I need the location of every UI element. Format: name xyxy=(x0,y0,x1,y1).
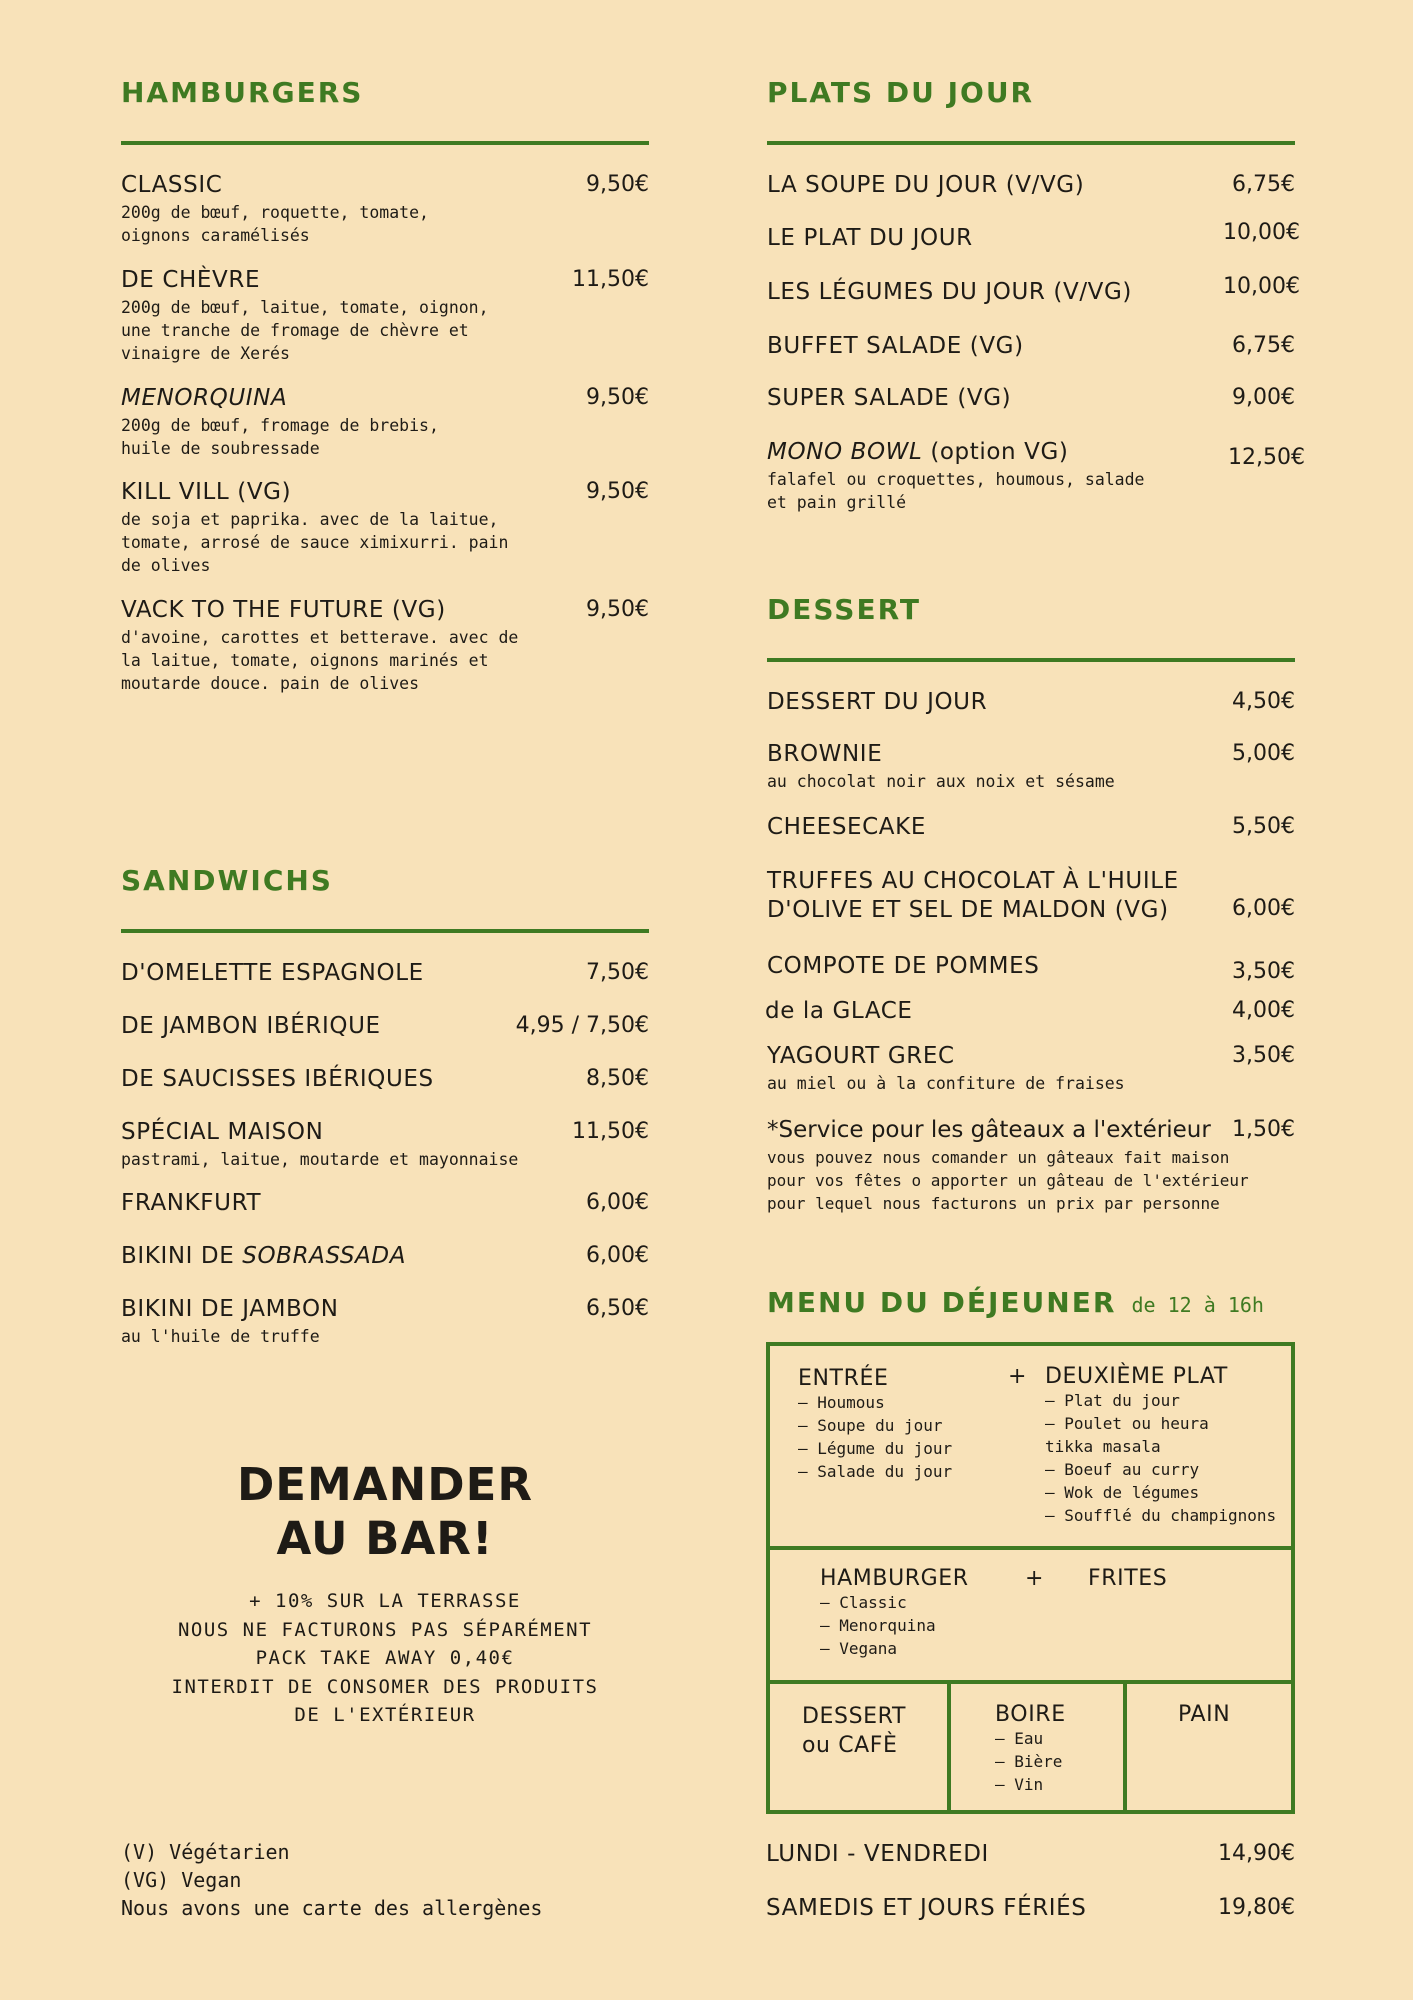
lunch-option: – Eau xyxy=(995,1729,1044,1748)
item-name: SPÉCIAL MAISON xyxy=(121,1119,324,1145)
item-price: 11,50€ xyxy=(572,267,649,292)
lunch-option: – Menorquina xyxy=(820,1616,936,1635)
item-price: 4,50€ xyxy=(1232,689,1295,714)
plats-heading: PLATS DU JOUR xyxy=(767,76,1035,109)
menu-item-brownie xyxy=(767,741,1295,793)
item-price: 12,50€ xyxy=(1228,445,1305,470)
lunch-option: tikka masala xyxy=(1045,1437,1161,1456)
item-price: 6,00€ xyxy=(1232,896,1295,921)
ask-at-bar-line1: DEMANDER xyxy=(236,1458,534,1511)
item-description: 200g de bœuf, fromage de brebis, huile de soubressade xyxy=(121,416,439,458)
lunch-option: – Soupe du jour xyxy=(798,1416,943,1435)
item-price: 1,50€ xyxy=(1232,1117,1295,1142)
lunch-entree-title: ENTRÉE xyxy=(798,1366,889,1391)
menu-item-vack-to-the-future xyxy=(121,597,649,695)
item-name: YAGOURT GREC xyxy=(767,1043,955,1069)
lunch-hamburger xyxy=(820,1566,969,1660)
lunch-menu-hours: de 12 à 16h xyxy=(1131,1293,1264,1317)
lunch-frites: FRITES xyxy=(1088,1566,1168,1591)
allergen-note: Nous avons une carte des allergènes xyxy=(121,1896,543,1920)
plus-sign: + xyxy=(1008,1364,1028,1389)
item-description: pastrami, laitue, moutarde et mayonnaise xyxy=(121,1150,519,1169)
menu-item-glace xyxy=(765,998,1295,1024)
item-description: vous pouvez nous comander un gâteaux fait maison pour vos fêtes o apporter un gâteau de l'extérieur pour lequel nous facturons un prix par personne xyxy=(767,1148,1249,1213)
hamburgers-heading: HAMBURGERS xyxy=(121,76,364,109)
item-price: 6,50€ xyxy=(586,1296,649,1321)
legend-vegan: (VG) Vegan xyxy=(121,1868,242,1892)
item-price: 6,00€ xyxy=(586,1243,649,1268)
item-name: DE CHÈVRE xyxy=(121,267,261,293)
item-price: 3,50€ xyxy=(1232,959,1295,984)
hamburgers-divider xyxy=(121,141,649,145)
menu-item-super-salade xyxy=(767,385,1295,411)
menu-item-truffes xyxy=(767,867,1295,925)
lunch-option: – Vin xyxy=(995,1775,1044,1794)
item-name xyxy=(121,1243,649,1269)
item-name: DESSERT DU JOUR xyxy=(767,689,988,715)
lunch-pain: PAIN xyxy=(1178,1702,1231,1727)
lunch-hamburger-title: HAMBURGER xyxy=(820,1566,969,1591)
item-name: DE JAMBON IBÉRIQUE xyxy=(121,1013,381,1039)
item-price: 4,00€ xyxy=(1232,998,1295,1023)
bar-note: INTERDIT DE CONSOMER DES PRODUITS xyxy=(171,1675,599,1698)
lunch-option: – Classic xyxy=(820,1593,907,1612)
ask-at-bar-line2: AU BAR! xyxy=(276,1512,494,1565)
item-name: FRANKFURT xyxy=(121,1190,262,1216)
item-name: VACK TO THE FUTURE (VG) xyxy=(121,597,446,623)
plats-divider xyxy=(767,141,1295,145)
lunch-deuxieme-title: DEUXIÈME PLAT xyxy=(1045,1364,1228,1389)
item-price: 6,00€ xyxy=(586,1190,649,1215)
item-name: CLASSIC xyxy=(121,172,223,198)
lunch-price-value: 14,90€ xyxy=(1218,1841,1295,1866)
item-description: au miel ou à la confiture de fraises xyxy=(767,1074,1125,1093)
item-price: 9,50€ xyxy=(586,597,649,622)
menu-item-plat-du-jour xyxy=(767,220,1300,251)
lunch-price-label: SAMEDIS ET JOURS FÉRIÉS xyxy=(766,1895,1087,1921)
lunch-row-divider xyxy=(770,1680,1291,1684)
item-price: 11,50€ xyxy=(572,1119,649,1144)
menu-item-jambon-iberique xyxy=(121,1013,649,1039)
item-name-italic: MONO BOWL xyxy=(767,439,923,465)
lunch-option: – Vegana xyxy=(820,1639,898,1658)
item-name: DE SAUCISSES IBÉRIQUES xyxy=(121,1066,434,1092)
menu-item-special-maison xyxy=(121,1119,649,1171)
menu-item-de-chevre xyxy=(121,267,649,365)
item-price: 8,50€ xyxy=(586,1066,649,1091)
dessert-divider xyxy=(767,658,1295,662)
item-description: 200g de bœuf, laitue, tomate, oignon, une tranche de fromage de chèvre et vinaigre de Xerés xyxy=(121,298,489,363)
item-name xyxy=(767,439,1305,465)
item-name: TRUFFES AU CHOCOLAT À L'HUILE D'OLIVE ET SEL DE MALDON (VG) xyxy=(767,868,1179,923)
item-description: au chocolat noir aux noix et sésame xyxy=(767,772,1115,791)
menu-item-menorquina xyxy=(121,385,649,460)
item-name: COMPOTE DE POMMES xyxy=(767,953,1040,979)
item-description: au l'huile de truffe xyxy=(121,1327,320,1346)
lunch-option: – Poulet ou heura xyxy=(1045,1414,1209,1433)
item-price: 9,50€ xyxy=(586,385,649,410)
bar-notes xyxy=(121,1587,649,1730)
menu-item-yagourt xyxy=(767,1043,1295,1095)
item-price: 4,95 / 7,50€ xyxy=(515,1013,649,1038)
lunch-option: – Plat du jour xyxy=(1045,1391,1180,1410)
lunch-entree xyxy=(798,1366,952,1483)
item-price: 10,00€ xyxy=(1223,274,1300,299)
item-description: d'avoine, carottes et betterave. avec de la laitue, tomate, oignons marinés et moutarde douce. pain de olives xyxy=(121,628,519,693)
sandwichs-heading: SANDWICHS xyxy=(121,864,333,897)
menu-item-service-gateaux xyxy=(767,1117,1295,1215)
item-name: *Service pour les gâteaux a l'extérieur xyxy=(767,1117,1211,1143)
item-price: 9,50€ xyxy=(586,172,649,197)
item-name: KILL VILL (VG) xyxy=(121,479,292,505)
bar-note: PACK TAKE AWAY 0,40€ xyxy=(255,1647,515,1669)
item-name: BIKINI DE JAMBON xyxy=(121,1296,339,1322)
lunch-option: – Boeuf au curry xyxy=(1045,1460,1200,1479)
dessert-heading: DESSERT xyxy=(767,593,921,626)
item-price: 5,50€ xyxy=(1232,814,1295,839)
item-description: de soja et paprika. avec de la laitue, tomate, arrosé de sauce ximixurri. pain de olives xyxy=(121,510,509,575)
item-description: falafel ou croquettes, houmous, salade et pain grillé xyxy=(767,470,1145,512)
legend-notes xyxy=(121,1838,542,1922)
item-price: 5,00€ xyxy=(1232,741,1295,766)
item-name: de la GLACE xyxy=(765,998,913,1024)
item-name: MENORQUINA xyxy=(121,385,288,411)
menu-item-soupe xyxy=(767,172,1295,198)
lunch-menu-box xyxy=(766,1342,1295,1814)
menu-item-mono-bowl xyxy=(767,439,1305,514)
item-name-italic: SOBRASSADA xyxy=(242,1243,407,1269)
item-price: 10,00€ xyxy=(1223,220,1300,245)
item-description: 200g de bœuf, roquette, tomate, oignons caramélisés xyxy=(121,203,429,245)
bar-note: NOUS NE FACTURONS PAS SÉPARÉMENT xyxy=(177,1618,593,1641)
bar-note: DE L'EXTÉRIEUR xyxy=(294,1704,476,1726)
lunch-boire xyxy=(995,1702,1066,1796)
menu-item-cheesecake xyxy=(767,814,1295,840)
menu-item-saucisses xyxy=(121,1066,649,1092)
lunch-menu-heading: MENU DU DÉJEUNER xyxy=(767,1286,1117,1319)
sandwichs-divider xyxy=(121,929,649,933)
menu-item-classic xyxy=(121,172,649,247)
lunch-price-value: 19,80€ xyxy=(1218,1895,1295,1920)
lunch-col-divider xyxy=(947,1684,951,1810)
item-name-suffix: (option VG) xyxy=(922,439,1069,465)
item-name: LA SOUPE DU JOUR (V/VG) xyxy=(767,172,1085,198)
item-name: SUPER SALADE (VG) xyxy=(767,385,1012,411)
menu-item-legumes xyxy=(767,274,1300,305)
lunch-price-weekday xyxy=(766,1841,1295,1867)
lunch-option: – Wok de légumes xyxy=(1045,1483,1200,1502)
item-name-prefix: BIKINI DE xyxy=(121,1243,243,1269)
menu-item-omelette xyxy=(121,960,649,986)
item-price: 6,75€ xyxy=(1232,172,1295,197)
lunch-price-weekend xyxy=(766,1895,1295,1921)
bar-note: + 10% SUR LA TERRASSE xyxy=(249,1590,521,1612)
item-name: BUFFET SALADE (VG) xyxy=(767,333,1024,359)
item-price: 9,00€ xyxy=(1232,385,1295,410)
lunch-deuxieme xyxy=(1045,1364,1276,1527)
menu-item-dessert-du-jour xyxy=(767,689,1295,715)
item-price: 9,50€ xyxy=(586,479,649,504)
lunch-dessert-label: DESSERT xyxy=(802,1704,906,1729)
menu-item-compote xyxy=(767,953,1295,984)
item-name: LE PLAT DU JOUR xyxy=(767,225,973,251)
legend-vegetarian: (V) Végétarien xyxy=(121,1840,290,1864)
plus-sign: + xyxy=(1025,1566,1045,1591)
item-price: 7,50€ xyxy=(586,960,649,985)
item-name: BROWNIE xyxy=(767,741,883,767)
menu-item-kill-vill xyxy=(121,479,649,577)
item-price: 6,75€ xyxy=(1232,333,1295,358)
lunch-option: – Légume du jour xyxy=(798,1439,953,1458)
lunch-option: – Bière xyxy=(995,1752,1063,1771)
menu-item-buffet-salade xyxy=(767,333,1295,359)
menu-item-bikini-jambon xyxy=(121,1296,649,1348)
lunch-cafe-label: ou CAFÈ xyxy=(802,1733,898,1758)
lunch-dessert-cafe xyxy=(802,1702,906,1760)
menu-item-frankfurt xyxy=(121,1190,649,1216)
lunch-option: – Soufflé du champignons xyxy=(1045,1506,1277,1525)
lunch-col-divider xyxy=(1123,1684,1127,1810)
lunch-option: – Houmous xyxy=(798,1393,885,1412)
lunch-price-label: LUNDI - VENDREDI xyxy=(766,1841,989,1867)
item-name: D'OMELETTE ESPAGNOLE xyxy=(121,960,424,986)
lunch-boire-title: BOIRE xyxy=(995,1702,1066,1727)
lunch-menu-header xyxy=(767,1286,1264,1319)
menu-item-bikini-sobrassada xyxy=(121,1243,649,1269)
lunch-option: – Salade du jour xyxy=(798,1462,953,1481)
ask-at-bar-title xyxy=(121,1458,649,1566)
lunch-row-divider xyxy=(770,1546,1291,1550)
item-name: CHEESECAKE xyxy=(767,814,926,840)
item-price: 3,50€ xyxy=(1232,1043,1295,1068)
item-name: LES LÉGUMES DU JOUR (V/VG) xyxy=(767,279,1133,305)
